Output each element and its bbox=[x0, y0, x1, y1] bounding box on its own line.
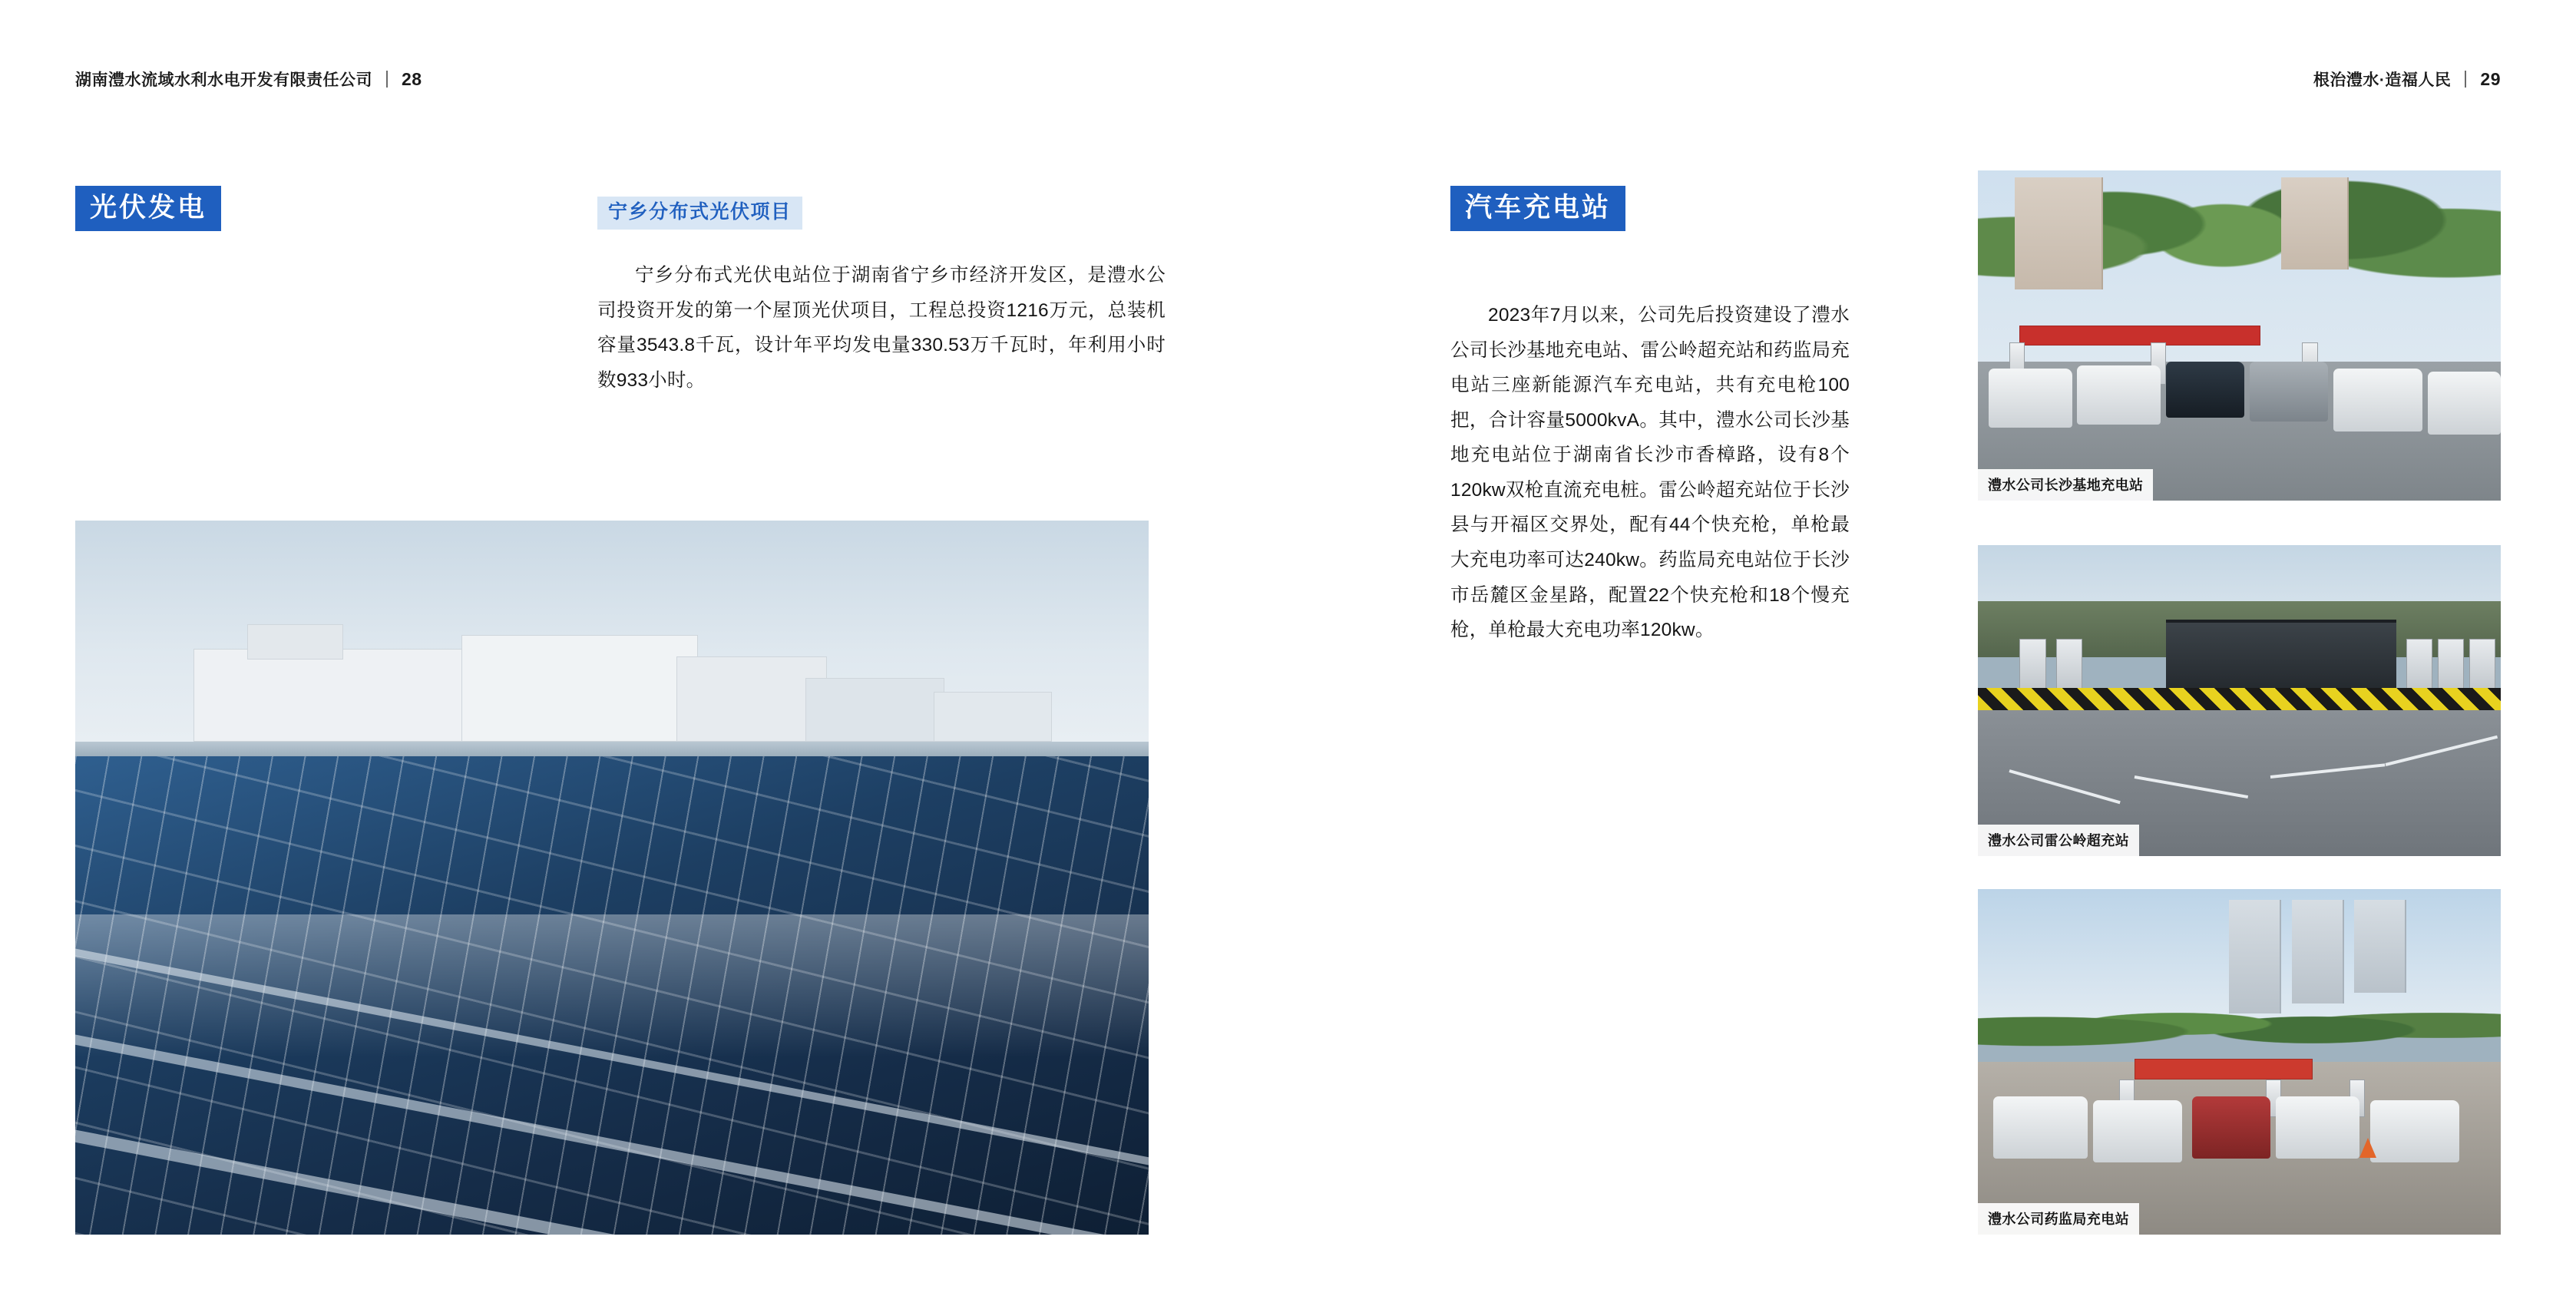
page-number-right: 29 bbox=[2480, 68, 2501, 89]
photo-caption: 澧水公司药监局充电站 bbox=[1978, 1203, 2139, 1235]
photo-charging-cabinet bbox=[2406, 639, 2432, 695]
photo-car bbox=[2077, 365, 2161, 425]
photo-car bbox=[1993, 1096, 2088, 1159]
photo-drug-administration-charging-station bbox=[1978, 889, 2501, 1235]
photo-car bbox=[1989, 369, 2072, 428]
photo-building bbox=[2015, 177, 2104, 289]
photo-car bbox=[2428, 372, 2501, 435]
photo-charging-cabinet bbox=[2469, 639, 2495, 695]
photo-building bbox=[193, 649, 472, 742]
photo-building bbox=[805, 678, 945, 742]
photo-building bbox=[676, 656, 827, 742]
photo-charging-cabinet bbox=[2019, 639, 2045, 695]
photo-traffic-cone bbox=[2359, 1138, 2376, 1158]
subsection-title-ningxiang: 宁乡分布式光伏项目 bbox=[597, 197, 802, 230]
running-head-right-text: 根治澧水·造福人民 bbox=[2313, 71, 2452, 89]
running-head-divider bbox=[386, 71, 388, 88]
section-title-photovoltaic: 光伏发电 bbox=[75, 186, 221, 231]
photo-car bbox=[2370, 1100, 2459, 1162]
photo-solar-panel-array bbox=[75, 521, 1149, 1235]
photo-red-banner bbox=[2019, 326, 2260, 346]
photo-canopy-structure bbox=[2166, 620, 2396, 694]
photo-changsha-base-charging-station bbox=[1978, 170, 2501, 501]
photo-building bbox=[2281, 177, 2349, 269]
running-head-right bbox=[2313, 68, 2501, 91]
photo-caption: 澧水公司雷公岭超充站 bbox=[1978, 825, 2139, 856]
running-head-divider bbox=[2465, 71, 2466, 88]
photo-sky-reflection bbox=[75, 914, 1149, 1058]
photo-caption: 澧水公司长沙基地充电站 bbox=[1978, 469, 2153, 501]
photo-solar-modules bbox=[75, 756, 1149, 1235]
running-head-left-text: 湖南澧水流域水利水电开发有限责任公司 bbox=[75, 71, 372, 89]
photo-car bbox=[2093, 1100, 2182, 1162]
body-text-photovoltaic bbox=[597, 258, 1166, 398]
photo-car bbox=[2250, 362, 2328, 421]
photo-charging-cabinet bbox=[2056, 639, 2082, 695]
photo-car bbox=[2333, 369, 2422, 431]
photo-building bbox=[247, 624, 344, 660]
photo-tree-canopy bbox=[1978, 986, 2501, 1062]
photo-car bbox=[2276, 1096, 2359, 1159]
page-number-left: 28 bbox=[402, 68, 422, 89]
running-head-left bbox=[75, 68, 422, 91]
photo-red-banner bbox=[2135, 1059, 2313, 1080]
photo-yellow-black-curb bbox=[1978, 688, 2501, 709]
photo-high-rise-building bbox=[2354, 900, 2406, 994]
body-text-ev-charging bbox=[1450, 298, 1850, 648]
photo-building bbox=[934, 692, 1052, 742]
body-paragraph: 2023年7月以来，公司先后投资建设了澧水公司长沙基地充电站、雷公岭超充站和药监局充电站三座新能源汽车充电站，共有充电枪100把，合计容量5000kvA。其中，澧水公司长沙基地充电站位于湖南省长沙市香樟路，设有8个120kw双枪直流充电桩。雷公岭超充站位于长沙县与开福区交界处，配有44个快充枪，单枪最大充电功率可达240kw。药监局充电站位于长沙市岳麓区金星路，配置22个快充枪和18个慢充枪，单枪最大充电功率120kw。 bbox=[1450, 305, 1850, 641]
section-title-ev-charging-station: 汽车充电站 bbox=[1450, 186, 1625, 231]
photo-charging-cabinet bbox=[2438, 639, 2464, 695]
body-paragraph: 宁乡分布式光伏电站位于湖南省宁乡市经济开发区，是澧水公司投资开发的第一个屋顶光伏项目，工程总投资1216万元，总装机容量3543.8千瓦，设计年平均发电量330.53万千瓦时，年利用小时数933小时。 bbox=[597, 265, 1166, 391]
photo-car bbox=[2166, 362, 2244, 418]
photo-building bbox=[461, 635, 698, 742]
photo-leigongling-supercharging-station bbox=[1978, 545, 2501, 856]
photo-car bbox=[2192, 1096, 2270, 1159]
